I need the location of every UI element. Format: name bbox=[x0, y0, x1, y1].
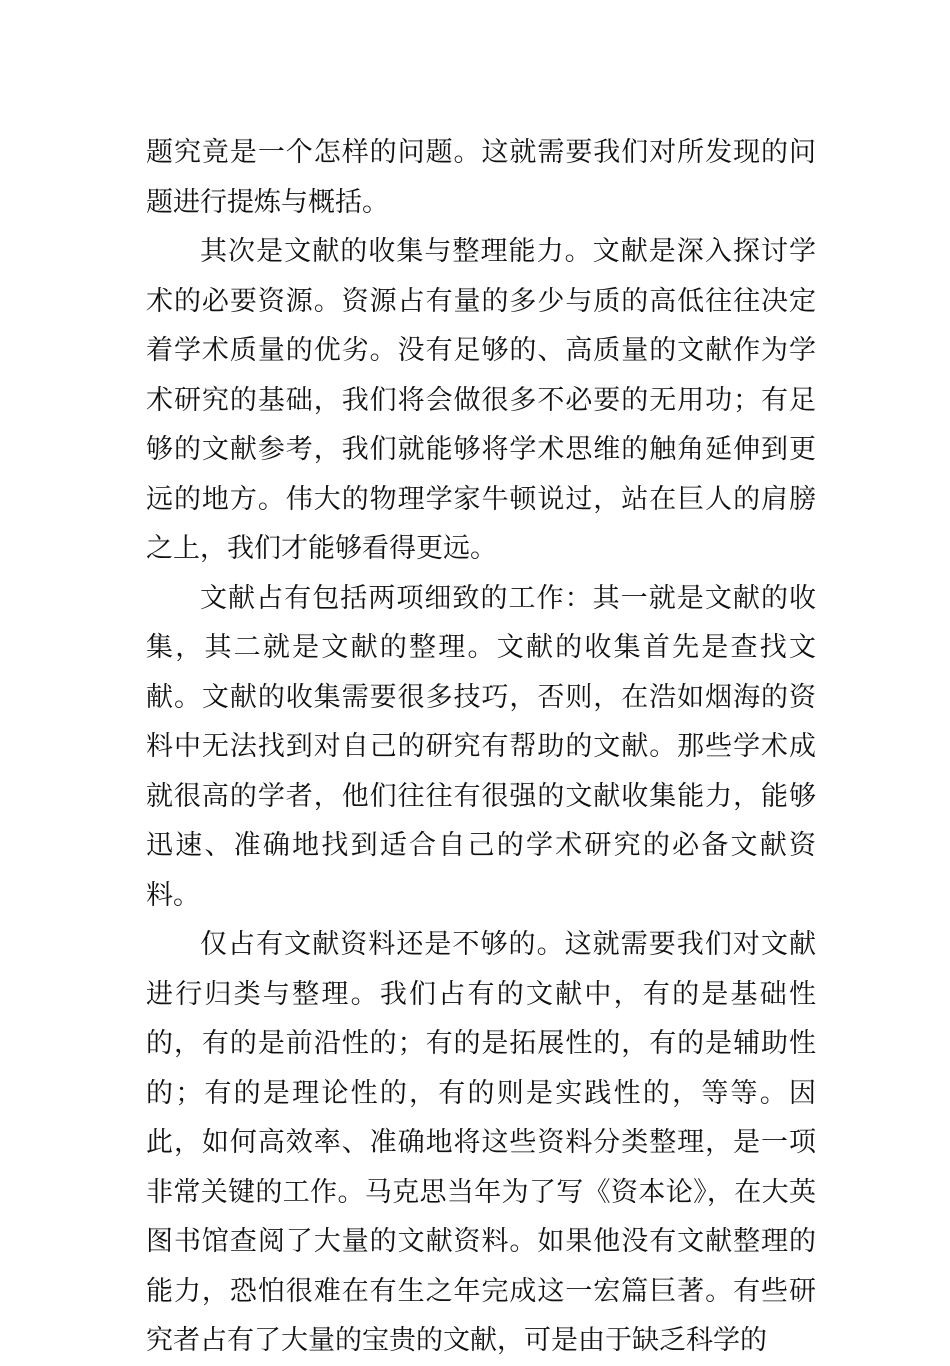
paragraph-continuation: 题究竟是一个怎样的问题。这就需要我们对所发现的问题进行提炼与概括。 bbox=[146, 137, 816, 218]
paragraph-literature-organization: 仅占有文献资料还是不够的。这就需要我们对文献进行归类与整理。我们占有的文献中，有的是基础性的，有的是前沿性的；有的是拓展性的，有的是辅助性的；有的是理论性的，有的则是实践性的，等等。因此，如何高效率、准确地将这些资料分类整理，是一项非常关键的工作。马克思当年为了写《资本论》，在大英图书馆查阅了大量的文献资料。如果他没有文献整理的能力，恐怕很难在有生之年完成这一宏篇巨著。有些研究者占有了大量的宝贵的文献，可是由于缺乏科学的 bbox=[146, 929, 816, 1356]
document-body bbox=[146, 128, 816, 1366]
paragraph-literature-possession: 文献占有包括两项细致的工作：其一就是文献的收集，其二就是文献的整理。文献的收集首先是查找文献。文献的收集需要很多技巧，否则，在浩如烟海的资料中无法找到对自己的研究有帮助的文献。那些学术成就很高的学者，他们往往有很强的文献收集能力，能够迅速、准确地找到适合自己的学术研究的必备文献资料。 bbox=[146, 582, 816, 911]
paragraph-literature-ability: 其次是文献的收集与整理能力。文献是深入探讨学术的必要资源。资源占有量的多少与质的高低往往决定着学术质量的优劣。没有足够的、高质量的文献作为学术研究的基础，我们将会做很多不必要的无用功；有足够的文献参考，我们就能够将学术思维的触角延伸到更远的地方。伟大的物理学家牛顿说过，站在巨人的肩膀之上，我们才能够看得更远。 bbox=[146, 236, 816, 564]
